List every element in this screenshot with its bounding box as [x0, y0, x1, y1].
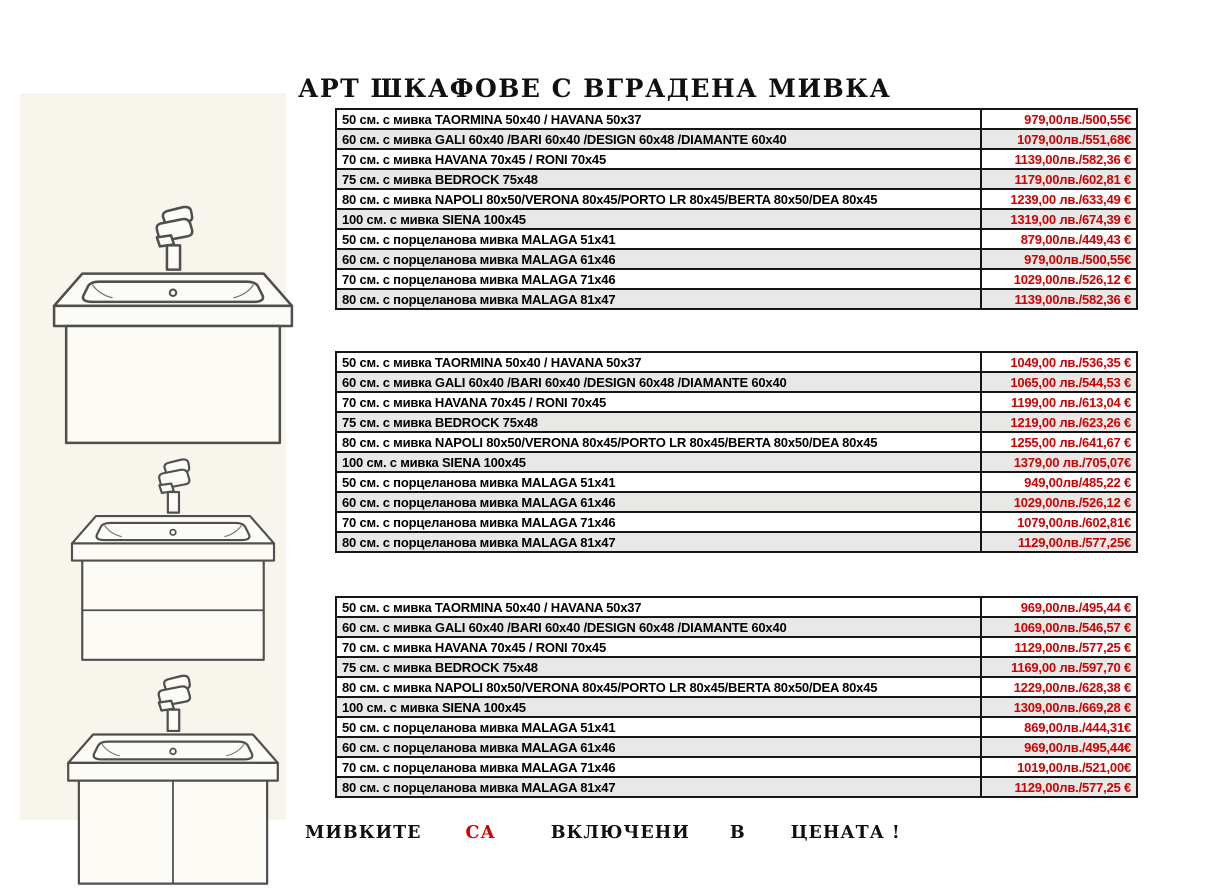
table-row: [336, 597, 1137, 617]
item-price: 1139,00лв./582,36 €: [981, 289, 1137, 309]
table-row: [336, 637, 1137, 657]
item-description: 75 см. с мивка BEDROCK 75x48: [336, 412, 981, 432]
item-description: 70 см. с порцеланова мивка MALAGA 71x46: [336, 757, 981, 777]
item-price: 1079,00лв./551,68€: [981, 129, 1137, 149]
price-table-two-doors: [335, 596, 1138, 798]
item-price: 1129,00лв./577,25 €: [981, 777, 1137, 797]
table-row: [336, 392, 1137, 412]
footer-word: ВКЛЮЧЕНИ: [550, 823, 690, 843]
table-row: [336, 229, 1137, 249]
item-price: 1255,00 лв./641,67 €: [981, 432, 1137, 452]
table-row: [336, 777, 1137, 797]
vanity-single-front-drawing: [42, 197, 304, 449]
item-description: 70 см. с порцеланова мивка MALAGA 71x46: [336, 269, 981, 289]
item-price: 979,00лв./500,55€: [981, 109, 1137, 129]
table-row: [336, 109, 1137, 129]
table-row: [336, 209, 1137, 229]
page-title: АРТ ШКАФОВЕ С ВГРАДЕНА МИВКА: [298, 74, 892, 103]
item-price: 969,00лв./495,44 €: [981, 597, 1137, 617]
item-price: 1079,00лв./602,81€: [981, 512, 1137, 532]
item-price: 1199,00 лв./613,04 €: [981, 392, 1137, 412]
footer-note: [305, 823, 901, 843]
faucet-pipe: [168, 492, 179, 513]
item-description: 75 см. с мивка BEDROCK 75x48: [336, 657, 981, 677]
item-description: 80 см. с порцеланова мивка MALAGA 81x47: [336, 289, 981, 309]
counter-skirt: [72, 543, 274, 560]
item-description: 60 см. с мивка GALI 60x40 /BARI 60x40 /DESIGN 60x48 /DIAMANTE 60x40: [336, 129, 981, 149]
item-description: 80 см. с мивка NAPOLI 80x50/VERONA 80x45/PORTO LR 80x45/BERTA 80x50/DEA 80x45: [336, 189, 981, 209]
item-price: 1029,00лв./526,12 €: [981, 492, 1137, 512]
item-description: 60 см. с мивка GALI 60x40 /BARI 60x40 /DESIGN 60x48 /DIAMANTE 60x40: [336, 617, 981, 637]
table-row: [336, 757, 1137, 777]
item-price: 949,00лв/485,22 €: [981, 472, 1137, 492]
vanity-two-door-drawing: [42, 667, 304, 889]
item-description: 80 см. с порцеланова мивка MALAGA 81x47: [336, 777, 981, 797]
faucet-pipe: [168, 710, 180, 731]
item-description: 80 см. с мивка NAPOLI 80x50/VERONA 80x45/PORTO LR 80x45/BERTA 80x50/DEA 80x45: [336, 432, 981, 452]
item-price: 1139,00лв./582,36 €: [981, 149, 1137, 169]
table-row: [336, 412, 1137, 432]
table-row: [336, 532, 1137, 552]
table-row: [336, 372, 1137, 392]
item-price: 1309,00лв./669,28 €: [981, 697, 1137, 717]
item-price: 1049,00 лв./536,35 €: [981, 352, 1137, 372]
item-price: 1239,00 лв./633,49 €: [981, 189, 1137, 209]
item-description: 70 см. с мивка HAVANA 70x45 / RONI 70x45: [336, 637, 981, 657]
table-row: [336, 697, 1137, 717]
item-description: 80 см. с порцеланова мивка MALAGA 81x47: [336, 532, 981, 552]
item-price: 1229,00лв./628,38 €: [981, 677, 1137, 697]
item-description: 50 см. с порцеланова мивка MALAGA 51x41: [336, 472, 981, 492]
item-price: 1169,00 лв./597,70 €: [981, 657, 1137, 677]
table-row: [336, 617, 1137, 637]
cabinet-body: [66, 326, 280, 443]
item-price: 1129,00лв./577,25 €: [981, 637, 1137, 657]
counter-skirt: [54, 306, 292, 326]
table-row: [336, 512, 1137, 532]
item-price: 879,00лв./449,43 €: [981, 229, 1137, 249]
table-row: [336, 352, 1137, 372]
table-row: [336, 737, 1137, 757]
basin: [83, 282, 263, 302]
item-price: 1179,00лв./602,81 €: [981, 169, 1137, 189]
item-price: 1129,00лв./577,25€: [981, 532, 1137, 552]
item-description: 80 см. с мивка NAPOLI 80x50/VERONA 80x45/PORTO LR 80x45/BERTA 80x50/DEA 80x45: [336, 677, 981, 697]
footer-word: ЦЕНАТА !: [790, 823, 901, 843]
table-row: [336, 249, 1137, 269]
item-description: 50 см. с порцеланова мивка MALAGA 51x41: [336, 229, 981, 249]
item-price: 1065,00 лв./544,53 €: [981, 372, 1137, 392]
item-description: 70 см. с порцеланова мивка MALAGA 71x46: [336, 512, 981, 532]
vanity-two-drawer-illustration: [42, 451, 304, 665]
item-description: 50 см. с мивка TAORMINA 50x40 / HAVANA 50x37: [336, 109, 981, 129]
table-row: [336, 169, 1137, 189]
basin: [94, 742, 253, 760]
item-price: 1319,00 лв./674,39 €: [981, 209, 1137, 229]
table-row: [336, 677, 1137, 697]
table-row: [336, 129, 1137, 149]
table-row: [336, 269, 1137, 289]
item-description: 100 см. с мивка SIENA 100x45: [336, 209, 981, 229]
item-description: 60 см. с мивка GALI 60x40 /BARI 60x40 /DESIGN 60x48 /DIAMANTE 60x40: [336, 372, 981, 392]
basin: [97, 523, 250, 540]
table-row: [336, 149, 1137, 169]
counter-skirt: [68, 763, 278, 781]
item-description: 60 см. с порцеланова мивка MALAGA 61x46: [336, 737, 981, 757]
price-table-two-drawers: [335, 351, 1138, 553]
item-price: 1069,00лв./546,57 €: [981, 617, 1137, 637]
footer-word-highlight: СА: [465, 823, 496, 843]
table-row: [336, 189, 1137, 209]
vanity-single-front-illustration: [42, 197, 304, 449]
table-row: [336, 289, 1137, 309]
footer-word: МИВКИТЕ: [305, 823, 422, 843]
vanity-two-door-illustration: [42, 667, 304, 889]
item-description: 50 см. с порцеланова мивка MALAGA 51x41: [336, 717, 981, 737]
table-row: [336, 492, 1137, 512]
item-price: 969,00лв./495,44€: [981, 737, 1137, 757]
table-row: [336, 432, 1137, 452]
item-price: 1379,00 лв./705,07€: [981, 452, 1137, 472]
item-price: 1019,00лв./521,00€: [981, 757, 1137, 777]
item-price: 979,00лв./500,55€: [981, 249, 1137, 269]
item-description: 60 см. с порцеланова мивка MALAGA 61x46: [336, 249, 981, 269]
table-row: [336, 472, 1137, 492]
table-row: [336, 657, 1137, 677]
price-table-single-front: [335, 108, 1138, 310]
table-row: [336, 717, 1137, 737]
item-description: 100 см. с мивка SIENA 100x45: [336, 697, 981, 717]
item-description: 50 см. с мивка TAORMINA 50x40 / HAVANA 50x37: [336, 352, 981, 372]
item-price: 1219,00 лв./623,26 €: [981, 412, 1137, 432]
item-description: 100 см. с мивка SIENA 100x45: [336, 452, 981, 472]
item-description: 70 см. с мивка HAVANA 70x45 / RONI 70x45: [336, 392, 981, 412]
illustration-panel: [20, 93, 286, 820]
faucet-pipe: [167, 245, 180, 269]
item-description: 50 см. с мивка TAORMINA 50x40 / HAVANA 50x37: [336, 597, 981, 617]
footer-word: В: [729, 823, 746, 843]
item-price: 1029,00лв./526,12 €: [981, 269, 1137, 289]
item-description: 75 см. с мивка BEDROCK 75x48: [336, 169, 981, 189]
table-row: [336, 452, 1137, 472]
vanity-two-drawer-drawing: [42, 451, 304, 665]
item-price: 869,00лв./444,31€: [981, 717, 1137, 737]
item-description: 60 см. с порцеланова мивка MALAGA 61x46: [336, 492, 981, 512]
item-description: 70 см. с мивка HAVANA 70x45 / RONI 70x45: [336, 149, 981, 169]
